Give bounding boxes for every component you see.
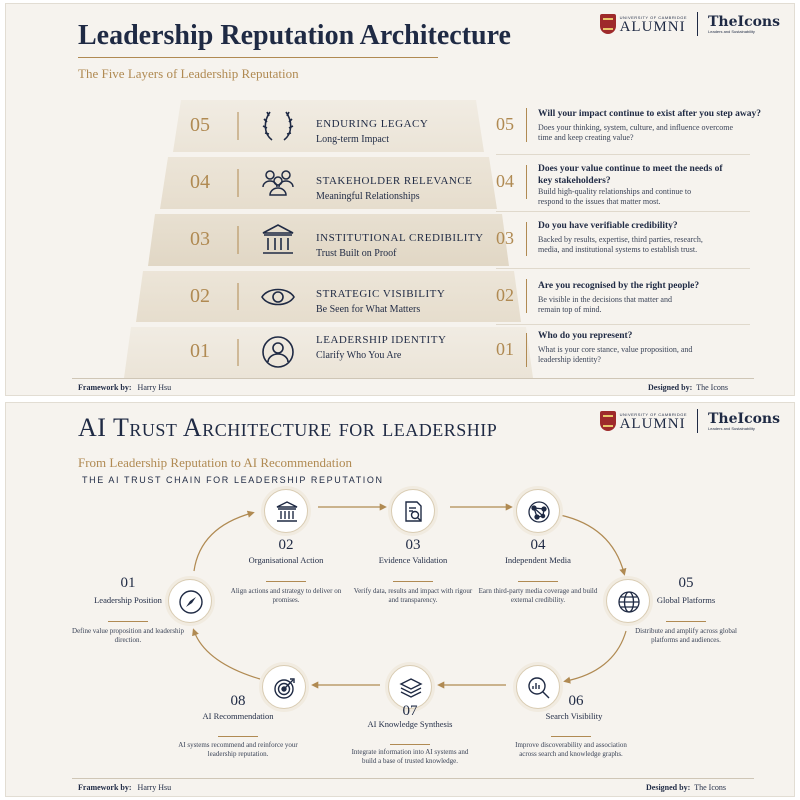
institution-building-icon [258,220,298,260]
designer-credit [648,383,728,392]
question-separator [496,211,750,212]
framework-name: Harry Hsu [137,783,172,792]
question-title: Does your value continue to meet the needs of key stakeholders? [538,164,723,186]
arrow-08-01 [194,631,260,679]
step-number: 02 [278,537,294,553]
layer-number: 04 [190,171,210,193]
designer-credit [646,783,726,792]
step-description: Improve discoverability and association across search and knowledge graphs. [515,741,627,758]
step-rule [390,744,430,745]
layer-title: INSTITUTIONAL CREDIBILITY [316,232,484,244]
layer-number: 02 [190,285,210,307]
question-divider [526,279,527,313]
person-circle-icon [258,332,298,372]
step-description: Distribute and amplify across global platforms and audiences. [635,627,737,644]
leadership-reputation-slide [5,3,795,396]
step-description: Align actions and strategy to deliver on promises. [230,587,342,604]
step-number: 07 [402,703,418,719]
step-title: Search Visibility [545,711,603,721]
step-number: 06 [568,693,584,709]
laurel-wreath-icon [258,106,298,146]
question-number: 02 [496,285,514,305]
question-title: Are you recognised by the right people? [538,281,700,291]
step-rule [218,736,258,737]
question-title: Will your impact continue to exist after you step away? [538,109,761,119]
framework-credit [78,383,171,392]
slide1-title: Leadership Reputation Architecture [78,20,511,51]
arrow-05-06 [566,631,626,681]
question-number: 03 [496,228,514,248]
logo-brand-tag: Leaders and Sustainability [708,28,755,34]
slide2-title: AI Trust Architecture for leadership [78,413,498,442]
step-number: 05 [678,575,694,591]
arrow-01-02 [194,513,252,571]
layer-title: STAKEHOLDER RELEVANCE [316,175,473,187]
slide1-subtitle: The Five Layers of Leadership Reputation [78,66,299,81]
slide2-kicker: THE AI TRUST CHAIN FOR LEADERSHIP REPUTATION [82,475,384,485]
compass-icon [178,589,204,615]
question-divider [526,108,527,142]
question-title: Who do you represent? [538,331,633,341]
logo-university: UNIVERSITY OF CAMBRIDGE [619,14,688,20]
question-body: What is your core stance, value proposition, and leadership identity? [538,345,693,364]
slide2-subtitle: From Leadership Reputation to AI Recommendation [78,455,353,470]
layer-title: LEADERSHIP IDENTITY [316,334,447,346]
question-body: Backed by results, expertise, third parties, research, media, and institutional systems to establish trust. [538,235,703,254]
layers-icon [398,675,424,701]
institution-building-icon [274,499,300,525]
question-number: 05 [496,114,514,134]
step-description: Earn third-party media coverage and build external credibility. [478,587,598,604]
logo-brand: TheIcons [708,410,780,427]
logo-alumni: ALUMNI [619,415,686,432]
layer-subtitle: Clarify Who You Are [316,350,402,361]
step-title: AI Knowledge Synthesis [367,719,453,729]
designed-name: The Icons [694,783,726,792]
logo-university: UNIVERSITY OF CAMBRIDGE [619,411,688,417]
question-title: Do you have verifiable credibility? [538,221,678,231]
step-rule [666,621,706,622]
step-rule [551,736,591,737]
step-number: 08 [230,693,246,709]
layer-subtitle: Long-term Impact [316,134,390,145]
step-node-02 [264,489,308,533]
logo-alumni: ALUMNI [619,18,686,35]
framework-label: Framework by: [78,383,132,392]
designed-label: Designed by: [646,783,691,792]
step-title: Leadership Position [94,595,162,605]
step-title: AI Recommendation [202,711,274,721]
eye-icon [258,277,298,317]
framework-credit [78,783,171,792]
layer-number: 01 [190,340,210,362]
ai-trust-architecture-slide [5,402,795,797]
step-title: Evidence Validation [378,555,448,565]
question-number: 01 [496,339,514,359]
step-rule [266,581,306,582]
question-body: Does your thinking, system, culture, and influence overcome time and keep creating value? [538,123,734,142]
question-separator [496,268,750,269]
designed-label: Designed by: [648,383,693,392]
step-title: Organisational Action [248,555,324,565]
step-description: Verify data, results and impact with rigour and transparency. [353,587,473,604]
footer-rule [72,778,754,779]
step-title: Independent Media [505,555,571,565]
globe-icon [616,589,642,615]
layer-subtitle: Trust Built on Proof [316,248,397,259]
step-title: Global Platforms [656,595,716,605]
step-rule [393,581,433,582]
question-divider [526,222,527,256]
document-search-icon [401,499,427,525]
people-group-icon [258,163,298,203]
step-node-01 [168,579,212,623]
network-nodes-icon [526,499,552,525]
designed-name: The Icons [696,383,728,392]
step-description: AI systems recommend and reinforce your leadership reputation. [178,741,298,758]
question-divider [526,333,527,367]
logo-brand: TheIcons [708,13,780,30]
question-divider [526,165,527,199]
step-rule [518,581,558,582]
framework-label: Framework by: [78,783,132,792]
framework-name: Harry Hsu [137,383,172,392]
step-node-04 [516,489,560,533]
logo-brand-tag: Leaders and Sustainability [708,425,755,431]
step-number: 01 [120,575,136,591]
step-description: Integrate information into AI systems and build a base of trusted knowledge. [351,748,469,765]
footer-rule [72,378,754,379]
question-body: Be visible in the decisions that matter and remain top of mind. [538,295,672,314]
step-node-03 [391,489,435,533]
layer-subtitle: Meaningful Relationships [316,191,420,202]
question-separator [496,154,750,155]
question-number: 04 [496,171,514,191]
layer-number: 05 [190,114,210,136]
step-number: 04 [530,537,546,553]
question-body: Build high-quality relationships and continue to respond to the issues that matter most. [538,187,692,206]
step-description: Define value proposition and leadership direction. [72,627,184,644]
layer-title: ENDURING LEGACY [316,118,429,130]
question-separator [496,324,750,325]
step-rule [108,621,148,622]
layer-number: 03 [190,228,210,250]
layer-subtitle: Be Seen for What Matters [316,304,421,315]
layer-title: STRATEGIC VISIBILITY [316,288,446,300]
step-number: 03 [405,537,421,553]
